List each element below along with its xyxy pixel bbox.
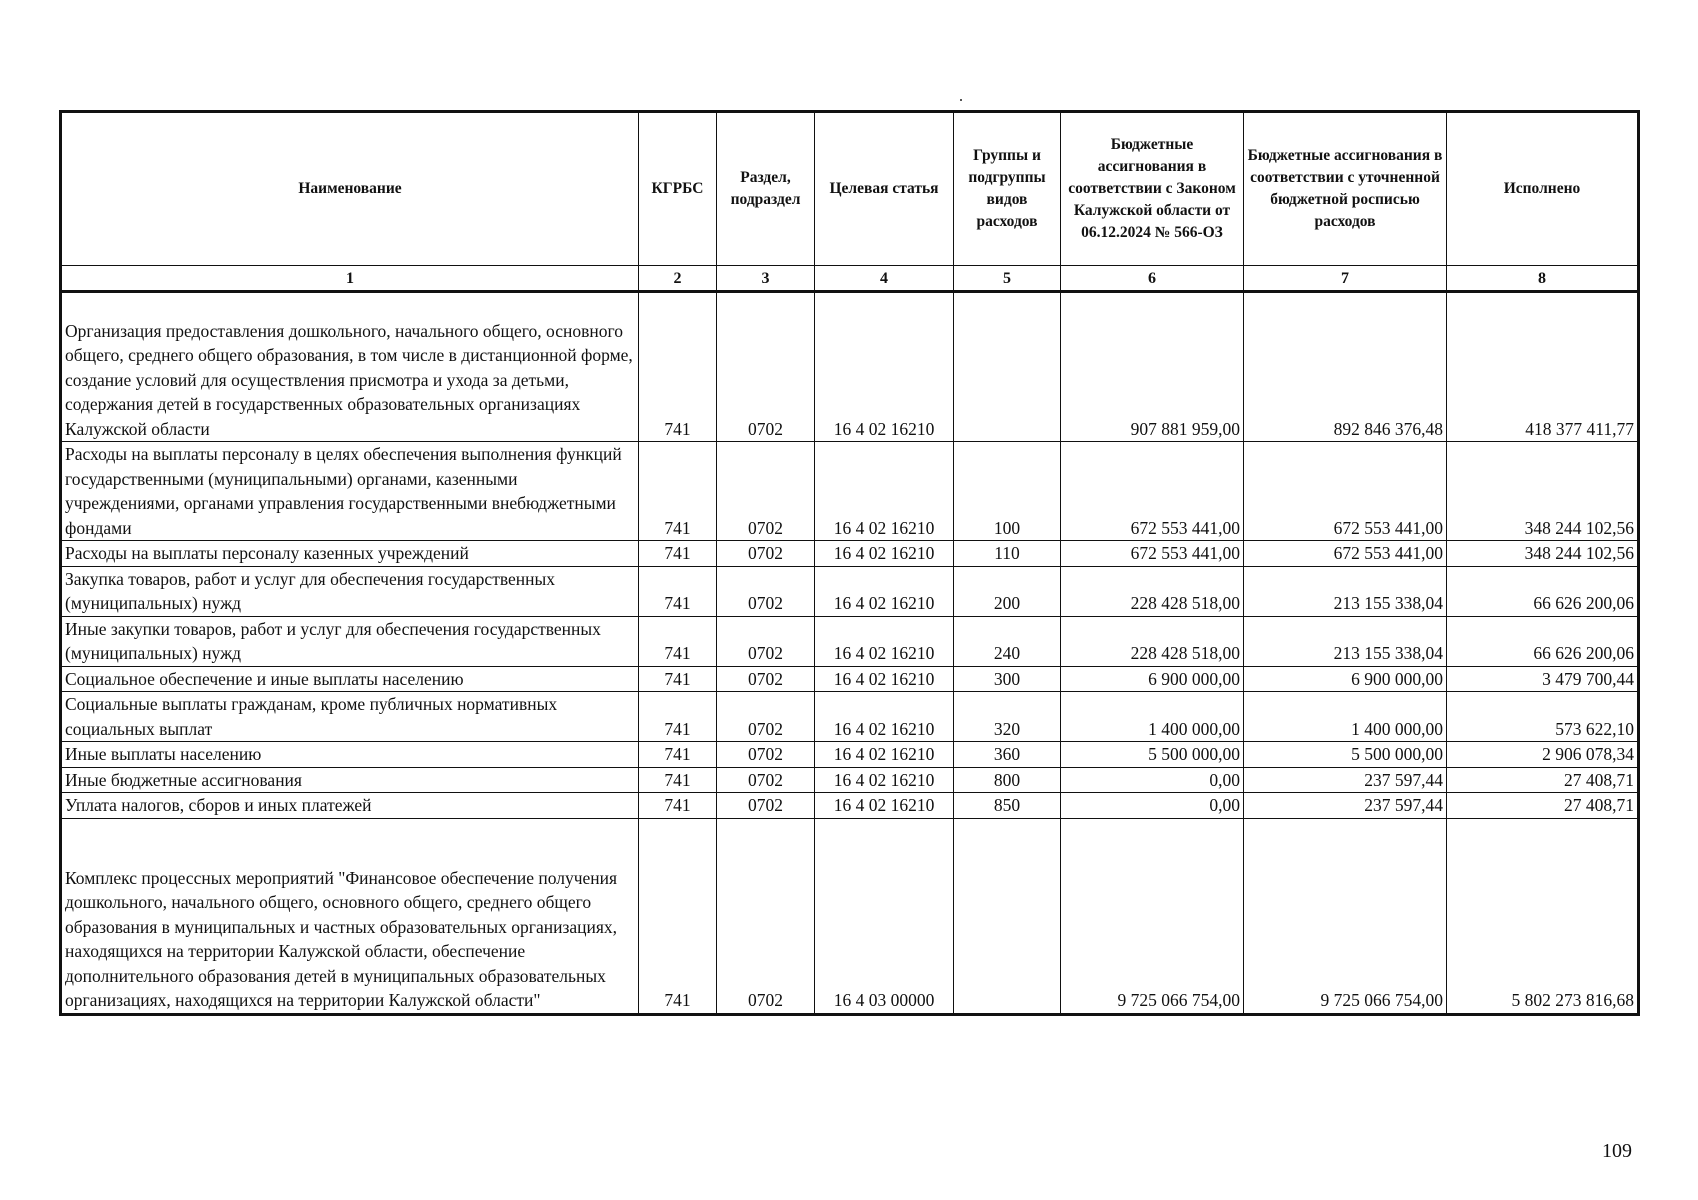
row-executed: 2 906 078,34 — [1447, 742, 1639, 768]
row-target: 16 4 02 16210 — [815, 793, 954, 819]
row-kgrbs: 741 — [639, 767, 717, 793]
row-target: 16 4 02 16210 — [815, 541, 954, 567]
budget-execution-table — [59, 110, 1640, 1016]
row-group: 110 — [954, 541, 1061, 567]
row-executed: 66 626 200,06 — [1447, 616, 1639, 666]
row-law-allocation: 0,00 — [1061, 767, 1244, 793]
row-refined-allocation: 213 155 338,04 — [1244, 616, 1447, 666]
table-header — [61, 112, 1639, 292]
column-number: 4 — [815, 266, 954, 292]
row-target: 16 4 03 00000 — [815, 818, 954, 1014]
row-executed: 3 479 700,44 — [1447, 666, 1639, 692]
row-refined-allocation: 672 553 441,00 — [1244, 541, 1447, 567]
header-section: Раздел, подраздел — [717, 112, 815, 266]
column-number: 3 — [717, 266, 815, 292]
row-refined-allocation: 237 597,44 — [1244, 767, 1447, 793]
row-kgrbs: 741 — [639, 666, 717, 692]
row-law-allocation: 1 400 000,00 — [1061, 692, 1244, 742]
row-executed: 348 244 102,56 — [1447, 541, 1639, 567]
page-number: 109 — [1602, 1140, 1632, 1162]
row-refined-allocation: 6 900 000,00 — [1244, 666, 1447, 692]
header-row — [61, 112, 1639, 266]
row-law-allocation: 228 428 518,00 — [1061, 616, 1244, 666]
row-refined-allocation: 5 500 000,00 — [1244, 742, 1447, 768]
row-refined-allocation: 672 553 441,00 — [1244, 442, 1447, 541]
row-section: 0702 — [717, 616, 815, 666]
row-kgrbs: 741 — [639, 442, 717, 541]
table-row — [61, 292, 1639, 442]
column-number: 5 — [954, 266, 1061, 292]
row-group — [954, 292, 1061, 442]
row-target: 16 4 02 16210 — [815, 692, 954, 742]
row-target: 16 4 02 16210 — [815, 566, 954, 616]
row-executed: 573 622,10 — [1447, 692, 1639, 742]
row-target: 16 4 02 16210 — [815, 742, 954, 768]
row-refined-allocation: 237 597,44 — [1244, 793, 1447, 819]
row-executed: 348 244 102,56 — [1447, 442, 1639, 541]
table-row — [61, 818, 1639, 1014]
row-kgrbs: 741 — [639, 742, 717, 768]
table-row — [61, 742, 1639, 768]
row-refined-allocation: 892 846 376,48 — [1244, 292, 1447, 442]
row-section: 0702 — [717, 793, 815, 819]
row-law-allocation: 672 553 441,00 — [1061, 442, 1244, 541]
row-target: 16 4 02 16210 — [815, 292, 954, 442]
row-kgrbs: 741 — [639, 292, 717, 442]
row-group: 240 — [954, 616, 1061, 666]
row-refined-allocation: 9 725 066 754,00 — [1244, 818, 1447, 1014]
row-section: 0702 — [717, 566, 815, 616]
header-expense-group: Группы и подгруппы видов расходов — [954, 112, 1061, 266]
row-group: 360 — [954, 742, 1061, 768]
row-name: Иные выплаты населению — [61, 742, 639, 768]
row-group: 200 — [954, 566, 1061, 616]
row-kgrbs: 741 — [639, 818, 717, 1014]
row-refined-allocation: 1 400 000,00 — [1244, 692, 1447, 742]
row-section: 0702 — [717, 767, 815, 793]
table-row — [61, 616, 1639, 666]
row-law-allocation: 9 725 066 754,00 — [1061, 818, 1244, 1014]
row-group: 300 — [954, 666, 1061, 692]
column-number: 6 — [1061, 266, 1244, 292]
row-name: Социальные выплаты гражданам, кроме публичных нормативных социальных выплат — [61, 692, 639, 742]
row-section: 0702 — [717, 742, 815, 768]
row-name: Уплата налогов, сборов и иных платежей — [61, 793, 639, 819]
row-kgrbs: 741 — [639, 616, 717, 666]
row-target: 16 4 02 16210 — [815, 767, 954, 793]
row-group: 100 — [954, 442, 1061, 541]
row-section: 0702 — [717, 292, 815, 442]
row-law-allocation: 907 881 959,00 — [1061, 292, 1244, 442]
header-law-allocation: Бюджетные ассигнования в соответствии с Законом Калужской области от 06.12.2024 № 566-ОЗ — [1061, 112, 1244, 266]
column-number: 7 — [1244, 266, 1447, 292]
row-name: Комплекс процессных мероприятий "Финансовое обеспечение получения дошкольного, начального общего, основного общего, среднего общего образования в муниципальных и частных образовательных организациях, находящихся на территории Калужской области, обеспечение дополнительного образования детей в муниципальных образовательных организациях, находящихся на территории Калужской области" — [61, 818, 639, 1014]
table-row — [61, 442, 1639, 541]
row-law-allocation: 6 900 000,00 — [1061, 666, 1244, 692]
column-number-row — [61, 266, 1639, 292]
row-group: 850 — [954, 793, 1061, 819]
row-group: 800 — [954, 767, 1061, 793]
row-kgrbs: 741 — [639, 793, 717, 819]
row-target: 16 4 02 16210 — [815, 616, 954, 666]
table-row — [61, 767, 1639, 793]
header-name: Наименование — [61, 112, 639, 266]
row-section: 0702 — [717, 442, 815, 541]
header-executed: Исполнено — [1447, 112, 1639, 266]
row-name: Организация предоставления дошкольного, начального общего, основного общего, среднего общего образования, в том числе в дистанционной форме, создание условий для осуществления присмотра и ухода за детьми, содержания детей в государственных образовательных организациях Калужской области — [61, 292, 639, 442]
row-kgrbs: 741 — [639, 541, 717, 567]
row-law-allocation: 0,00 — [1061, 793, 1244, 819]
header-kgrbs: КГРБС — [639, 112, 717, 266]
scan-artifact-dot — [960, 99, 962, 101]
row-target: 16 4 02 16210 — [815, 442, 954, 541]
row-kgrbs: 741 — [639, 692, 717, 742]
row-executed: 27 408,71 — [1447, 767, 1639, 793]
row-section: 0702 — [717, 666, 815, 692]
row-refined-allocation: 213 155 338,04 — [1244, 566, 1447, 616]
column-number: 1 — [61, 266, 639, 292]
row-law-allocation: 228 428 518,00 — [1061, 566, 1244, 616]
row-law-allocation: 672 553 441,00 — [1061, 541, 1244, 567]
table-row — [61, 566, 1639, 616]
row-name: Закупка товаров, работ и услуг для обеспечения государственных (муниципальных) нужд — [61, 566, 639, 616]
row-target: 16 4 02 16210 — [815, 666, 954, 692]
row-name: Социальное обеспечение и иные выплаты населению — [61, 666, 639, 692]
column-number: 2 — [639, 266, 717, 292]
table-row — [61, 692, 1639, 742]
column-number: 8 — [1447, 266, 1639, 292]
table-row — [61, 793, 1639, 819]
row-executed: 418 377 411,77 — [1447, 292, 1639, 442]
table-row — [61, 541, 1639, 567]
row-executed: 66 626 200,06 — [1447, 566, 1639, 616]
row-name: Расходы на выплаты персоналу казенных учреждений — [61, 541, 639, 567]
header-refined-allocation: Бюджетные ассигнования в соответствии с уточненной бюджетной росписью расходов — [1244, 112, 1447, 266]
header-target-article: Целевая статья — [815, 112, 954, 266]
table-row — [61, 666, 1639, 692]
row-group: 320 — [954, 692, 1061, 742]
row-law-allocation: 5 500 000,00 — [1061, 742, 1244, 768]
row-kgrbs: 741 — [639, 566, 717, 616]
row-section: 0702 — [717, 818, 815, 1014]
table-body — [61, 292, 1639, 1015]
row-name: Иные закупки товаров, работ и услуг для обеспечения государственных (муниципальных) нужд — [61, 616, 639, 666]
row-executed: 27 408,71 — [1447, 793, 1639, 819]
row-name: Расходы на выплаты персоналу в целях обеспечения выполнения функций государственными (муниципальными) органами, казенными учреждениями, органами управления государственными внебюджетными фондами — [61, 442, 639, 541]
row-executed: 5 802 273 816,68 — [1447, 818, 1639, 1014]
row-section: 0702 — [717, 692, 815, 742]
row-group — [954, 818, 1061, 1014]
row-section: 0702 — [717, 541, 815, 567]
row-name: Иные бюджетные ассигнования — [61, 767, 639, 793]
